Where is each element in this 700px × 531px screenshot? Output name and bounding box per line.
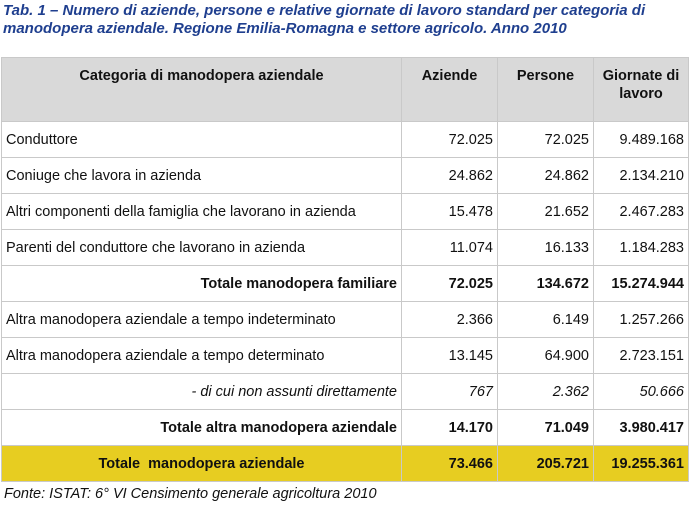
row-label: - di cui non assunti direttamente	[2, 374, 402, 410]
cell-aziende: 14.170	[402, 410, 498, 446]
cell-giornate: 2.467.283	[594, 194, 689, 230]
subtotal-row-altra	[2, 410, 689, 446]
header-categoria: Categoria di manodopera aziendale	[2, 58, 402, 122]
row-label: Altra manodopera aziendale a tempo indeterminato	[2, 302, 402, 338]
cell-aziende: 2.366	[402, 302, 498, 338]
cell-persone: 134.672	[498, 266, 594, 302]
data-table	[1, 57, 689, 482]
table-row	[2, 122, 689, 158]
cell-aziende: 767	[402, 374, 498, 410]
table-row	[2, 338, 689, 374]
table-title: Tab. 1 – Numero di aziende, persone e relative giornate di lavoro standard per categoria di manodopera aziendale. Regione Emilia-Romagna e settore agricolo. Anno 2010	[3, 2, 646, 37]
cell-giornate: 15.274.944	[594, 266, 689, 302]
header-aziende: Aziende	[402, 58, 498, 122]
row-label: Totale altra manodopera aziendale	[2, 410, 402, 446]
source-note: Fonte: ISTAT: 6° VI Censimento generale agricoltura 2010	[4, 486, 377, 502]
cell-persone: 205.721	[498, 446, 594, 482]
cell-persone: 72.025	[498, 122, 594, 158]
cell-persone: 24.862	[498, 158, 594, 194]
cell-giornate: 2.723.151	[594, 338, 689, 374]
header-row	[2, 58, 689, 122]
grand-total-row	[2, 446, 689, 482]
cell-aziende: 73.466	[402, 446, 498, 482]
table-row	[2, 302, 689, 338]
cell-giornate: 50.666	[594, 374, 689, 410]
row-label: Parenti del conduttore che lavorano in azienda	[2, 230, 402, 266]
cell-persone: 2.362	[498, 374, 594, 410]
cell-giornate: 2.134.210	[594, 158, 689, 194]
cell-aziende: 72.025	[402, 266, 498, 302]
cell-persone: 64.900	[498, 338, 594, 374]
row-label: Altra manodopera aziendale a tempo determinato	[2, 338, 402, 374]
cell-giornate: 1.257.266	[594, 302, 689, 338]
row-label: Totale manodopera familiare	[2, 266, 402, 302]
row-label: Conduttore	[2, 122, 402, 158]
cell-aziende: 24.862	[402, 158, 498, 194]
cell-persone: 21.652	[498, 194, 594, 230]
cell-aziende: 72.025	[402, 122, 498, 158]
header-giornate: Giornate di lavoro	[594, 58, 689, 122]
table-row	[2, 158, 689, 194]
table-row	[2, 230, 689, 266]
cell-giornate: 1.184.283	[594, 230, 689, 266]
cell-persone: 16.133	[498, 230, 594, 266]
sub-row-non-assunti	[2, 374, 689, 410]
header-persone: Persone	[498, 58, 594, 122]
cell-aziende: 11.074	[402, 230, 498, 266]
table-row	[2, 194, 689, 230]
cell-giornate: 3.980.417	[594, 410, 689, 446]
row-label: Totale manodopera aziendale	[2, 446, 402, 482]
subtotal-row-familiare	[2, 266, 689, 302]
cell-aziende: 15.478	[402, 194, 498, 230]
cell-persone: 6.149	[498, 302, 594, 338]
cell-giornate: 9.489.168	[594, 122, 689, 158]
row-label: Coniuge che lavora in azienda	[2, 158, 402, 194]
cell-giornate: 19.255.361	[594, 446, 689, 482]
cell-aziende: 13.145	[402, 338, 498, 374]
row-label: Altri componenti della famiglia che lavorano in azienda	[2, 194, 402, 230]
cell-persone: 71.049	[498, 410, 594, 446]
